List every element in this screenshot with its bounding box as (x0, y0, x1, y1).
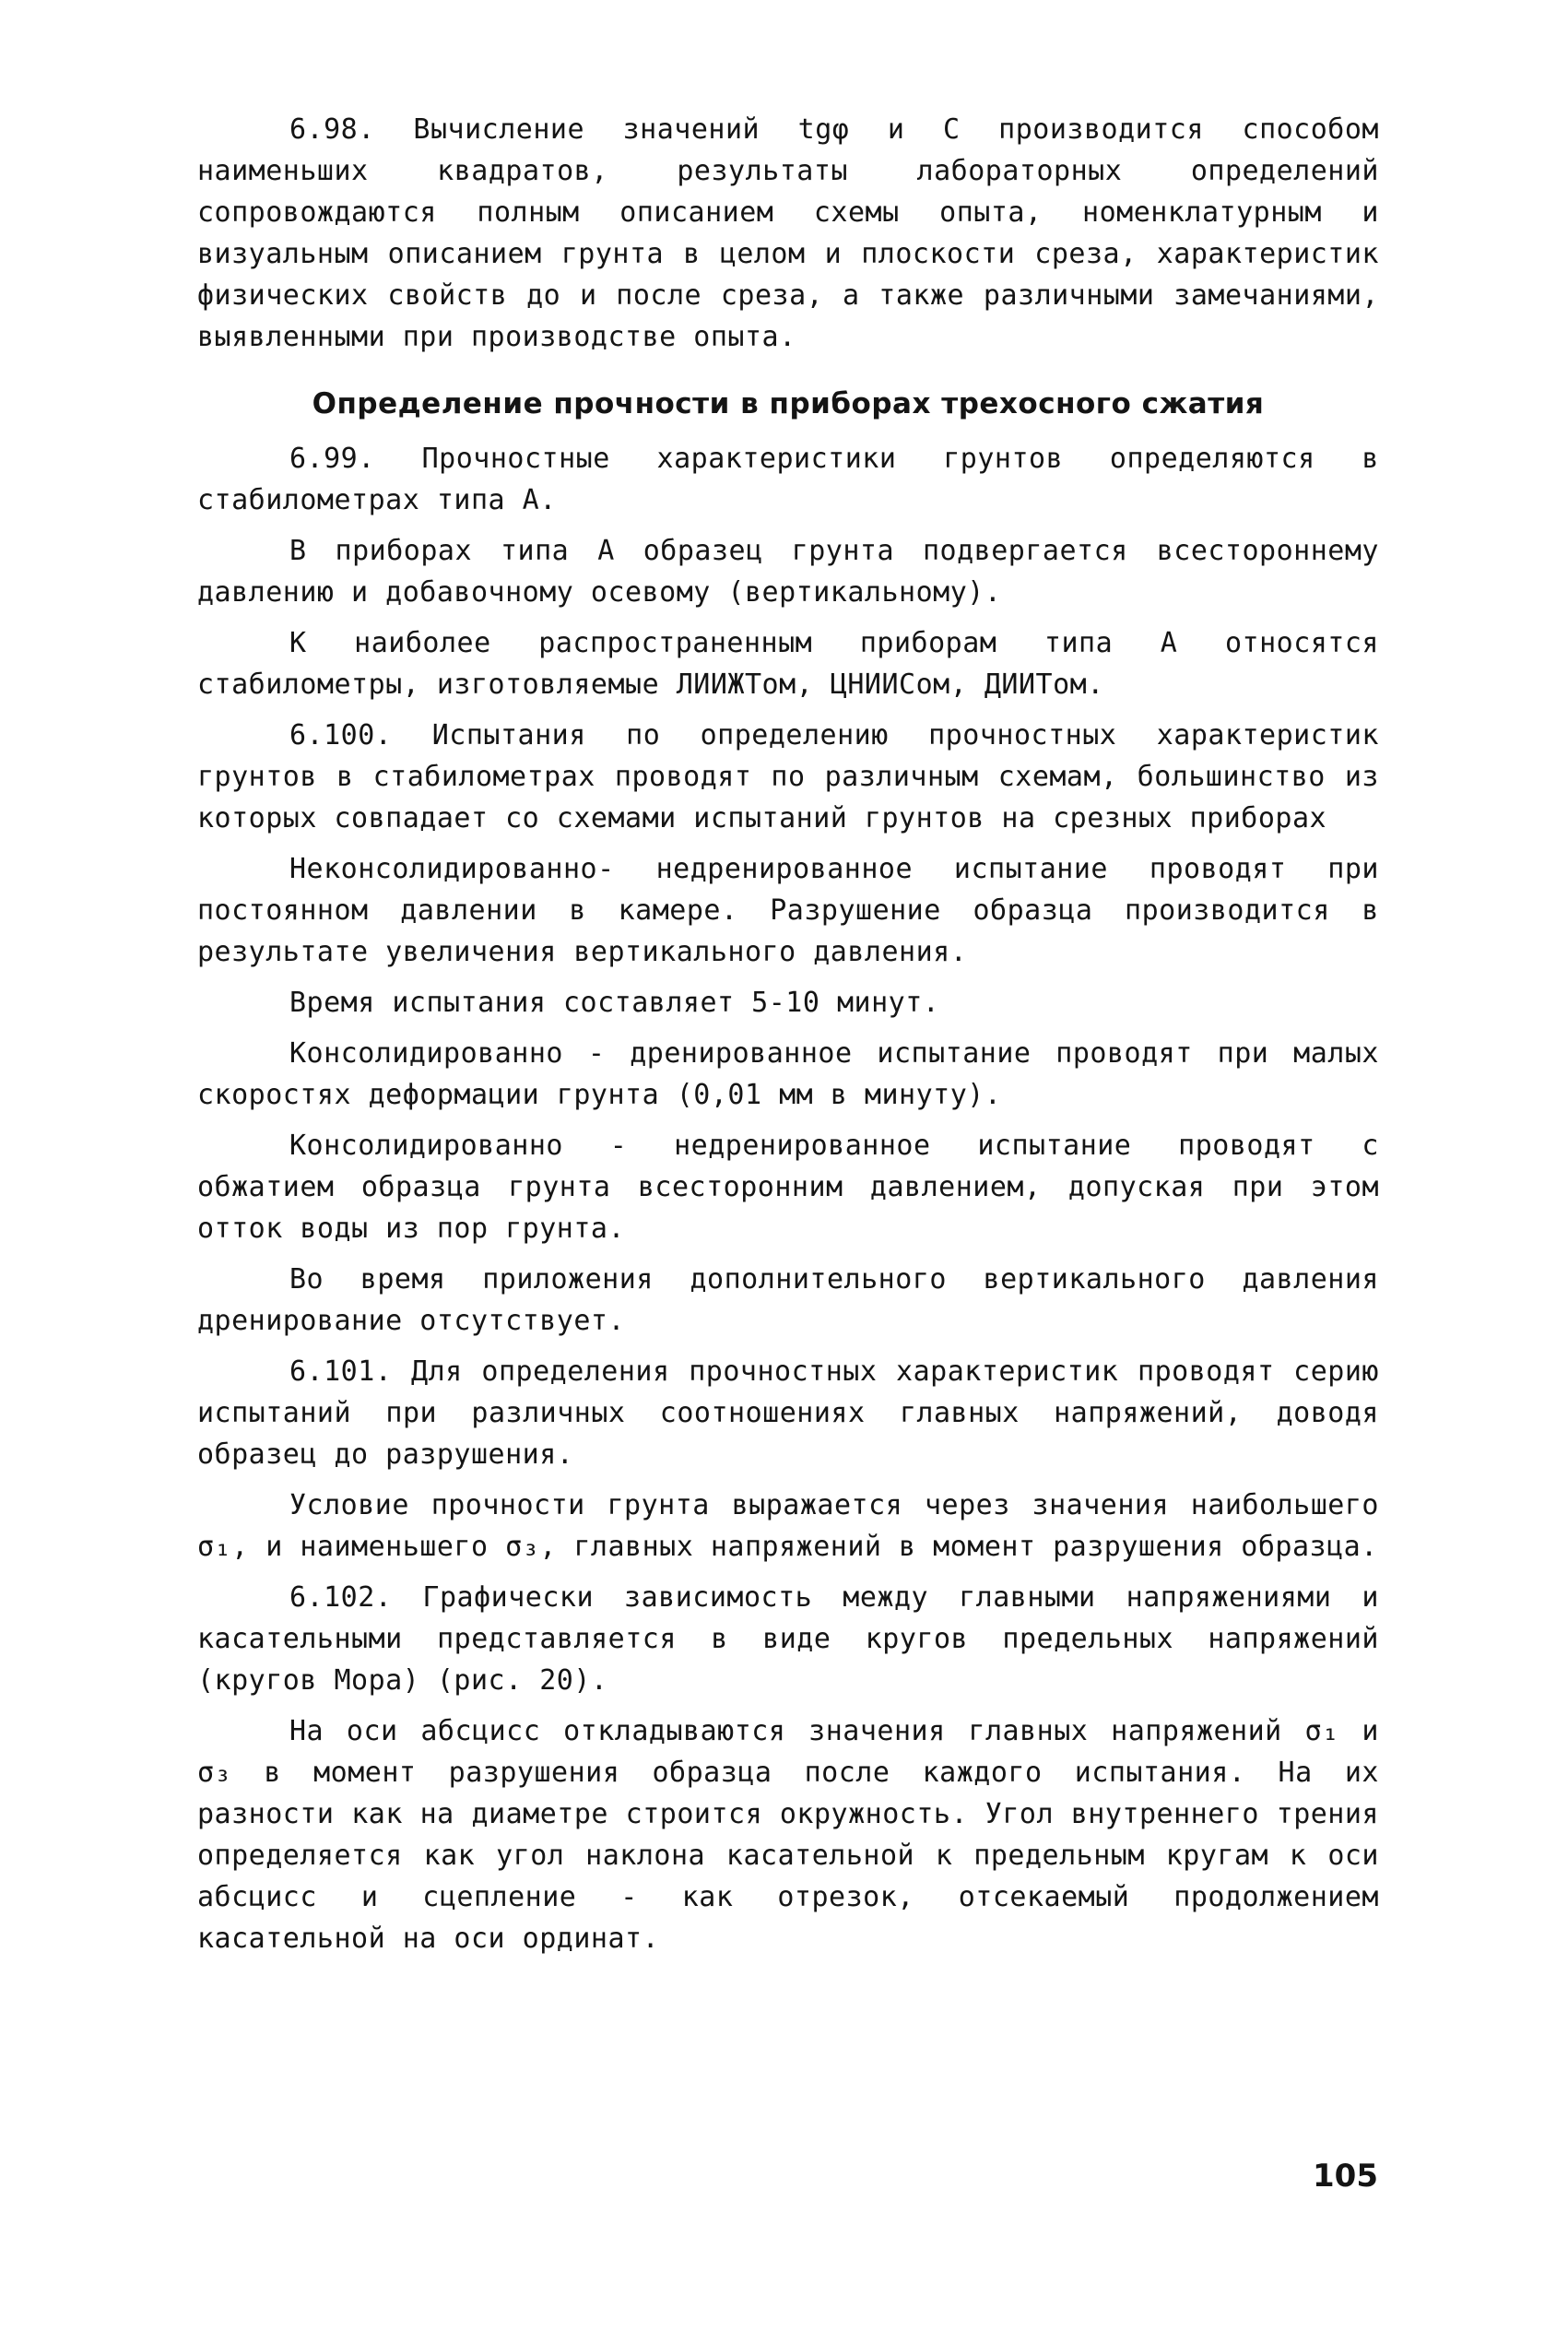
paragraph-consolidated-drained: Консолидированно - дренированное испытание проводят при малых скоростях деформации грунта (0,01 мм в минуту). (197, 1037, 1379, 1111)
paragraph-test-time: Время испытания составляет 5-10 минут. (289, 987, 940, 1019)
paragraph-stabilometers: К наиболее распространенным приборам типа А относятся стабилометры, изготовляемые ЛИИЖТом, ЦНИИСом, ДИИТом. (197, 627, 1379, 701)
paragraph-no-drainage: Во время приложения дополнительного вертикального давления дренирование отсутствует. (197, 1263, 1379, 1337)
paragraph-6-100: 6.100. Испытания по определению прочностных характеристик грунтов в стабилометрах проводят по различным схемам, большинство из которых совпадает со схемами испытаний грунтов на срезных приборах (197, 719, 1379, 834)
paragraph-consolidated-undrained: Консолидированно - недренированное испытание проводят с обжатием образца грунта всесторонним давлением, допуская при этом отток воды из пор грунта. (197, 1130, 1379, 1245)
paragraph-mohr-construction: На оси абсцисс откладываются значения главных напряжений σ₁ и σ₃ в момент разрушения образца после каждого испытания. На их разности как на диаметре строится окружность. Угол внутреннего трения определяется как угол наклона касательной к предельным кругам к оси абсцисс и сцепление - как отрезок, отсекаемый продолжением касательной на оси ординат. (197, 1715, 1379, 1955)
text-column (197, 109, 1379, 1969)
paragraph-6-98: 6.98. Вычисление значений tgφ и С производится способом наименьших квадратов, результаты лабораторных определений сопровождаются полным описанием схемы опыта, номенклатурным и визуальным описанием грунта в целом и плоскости среза, характеристик физических свойств до и после среза, а также различными замечаниями, выявленными при производстве опыта. (197, 113, 1379, 353)
paragraph-6-101: 6.101. Для определения прочностных характеристик проводят серию испытаний при различных соотношениях главных напряжений, доводя образец до разрушения. (197, 1355, 1379, 1471)
paragraph-strength-condition: Условие прочности грунта выражается через значения наибольшего σ₁, и наименьшего σ₃, главных напряжений в момент разрушения образца. (197, 1489, 1379, 1563)
paragraph-6-102: 6.102. Графически зависимость между главными напряжениями и касательными представляется в виде кругов предельных напряжений (кругов Мора) (рис. 20). (197, 1581, 1379, 1697)
section-heading: Определение прочности в приборах трехосного сжатия (312, 387, 1265, 420)
paragraph-device-type-a: В приборах типа А образец грунта подвергается всестороннему давлению и добавочному осевому (вертикальному). (197, 535, 1379, 609)
page-number: 105 (1313, 2158, 1378, 2195)
paragraph-6-99: 6.99. Прочностные характеристики грунтов определяются в стабилометрах типа А. (197, 443, 1379, 516)
paragraph-unconsolidated-undrained: Неконсолидированно- недренированное испытание проводят при постоянном давлении в камере. Разрушение образца производится в результате увеличения вертикального давления. (197, 853, 1379, 968)
